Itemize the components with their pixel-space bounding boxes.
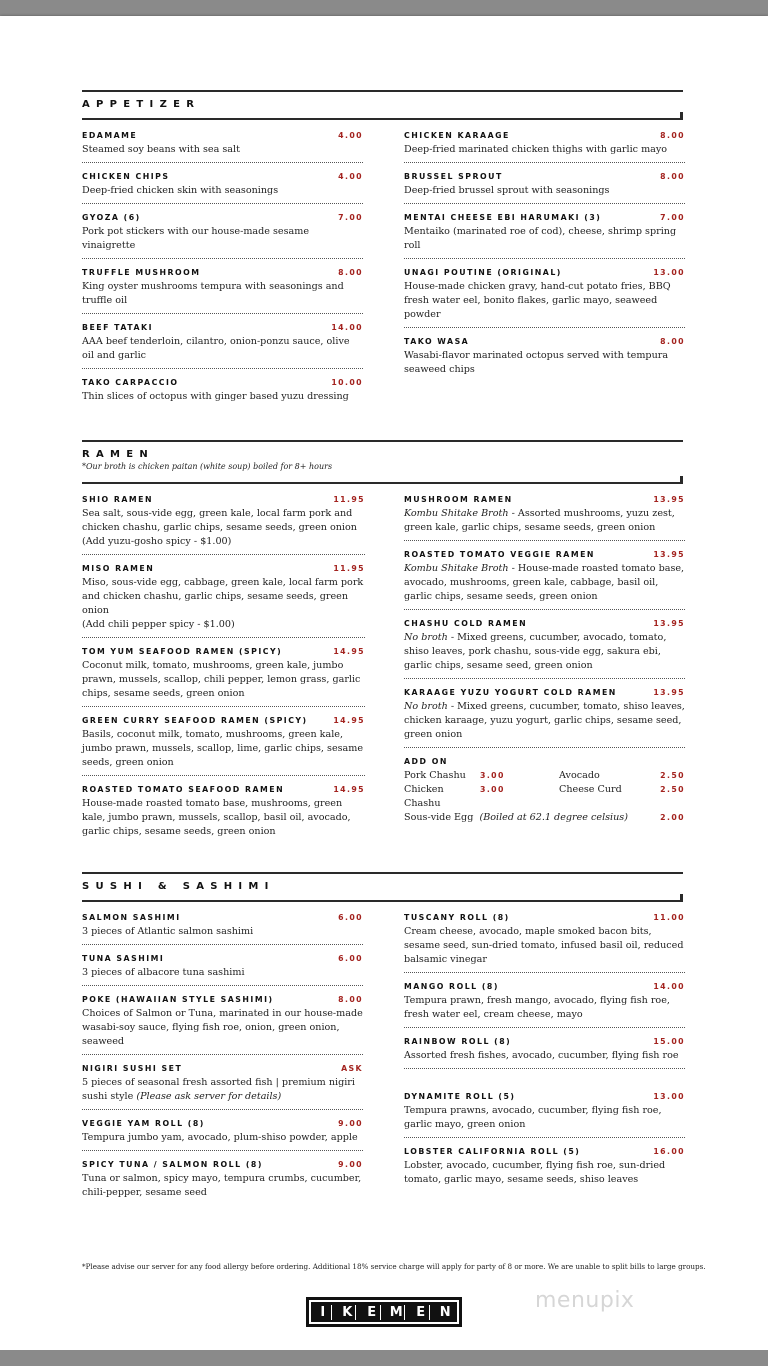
appetizer-left-column [82, 131, 363, 404]
item-name: BEEF TATAKI [82, 323, 153, 332]
menu-item [404, 268, 685, 328]
item-desc: Tempura prawn, fresh mango, avocado, flying fish roe, fresh water eel, cream cheese, mayo [404, 995, 670, 1020]
item-desc: Mentaiko (marinated roe of cod), cheese, shrimp spring roll [404, 226, 677, 251]
menu-item [404, 1092, 685, 1138]
item-price: 13.00 [653, 1092, 685, 1101]
item-price: 8.00 [338, 995, 363, 1004]
menu-item [404, 913, 685, 973]
item-name: NIGIRI SUSHI SET [82, 1064, 183, 1073]
section-rule [82, 872, 683, 874]
item-desc: Tuna or salmon, spicy mayo, tempura crumbs, cucumber, chili-pepper, sesame seed [82, 1173, 362, 1198]
menu-item [404, 172, 685, 204]
menu-item [82, 172, 363, 204]
menu-item [404, 131, 685, 163]
item-price: 13.95 [653, 550, 685, 559]
item-name: GREEN CURRY SEAFOOD RAMEN (SPICY) [82, 716, 308, 725]
section-rule [82, 90, 683, 92]
item-desc: Kombu Shitake Broth - Assorted mushrooms, yuzu zest, green kale, garlic chips, sesame seeds, green onion [404, 508, 675, 533]
item-name: BRUSSEL SPROUT [404, 172, 503, 181]
item-desc: Deep-fried chicken skin with seasonings [82, 185, 279, 196]
menu-item [82, 647, 365, 707]
add-on-block [404, 757, 685, 825]
item-desc: 3 pieces of albacore tuna sashimi [82, 967, 245, 978]
item-desc: Wasabi-flavor marinated octopus served with tempura seaweed chips [404, 350, 669, 375]
item-price: 6.00 [338, 954, 363, 963]
item-name: EDAMAME [82, 131, 138, 140]
item-name: RAINBOW ROLL (8) [404, 1037, 512, 1046]
section-rule [82, 440, 683, 442]
menu-item [404, 1147, 685, 1187]
item-price: 9.00 [338, 1160, 363, 1169]
item-price: 13.95 [653, 495, 685, 504]
menu-item [404, 688, 685, 748]
menu-item [82, 913, 363, 945]
broth-type: Kombu Shitake Broth [404, 563, 509, 574]
item-desc: AAA beef tenderloin, cilantro, onion-ponzu sauce, olive oil and garlic [82, 336, 350, 361]
menu-page [0, 16, 768, 1350]
ramen-right-column [404, 495, 685, 825]
menu-item [404, 337, 685, 377]
add-on-row: Pork Chashu 3.00 Avocado 2.50 [404, 770, 685, 781]
item-desc: 3 pieces of Atlantic salmon sashimi [82, 926, 254, 937]
item-name: TOM YUM SEAFOOD RAMEN (SPICY) [82, 647, 283, 656]
item-name: CHASHU COLD RAMEN [404, 619, 528, 628]
menu-item [82, 131, 363, 163]
menu-item [82, 785, 365, 839]
footnote: *Please advise our server for any food allergy before ordering. Additional 18% service charge will apply for party of 8 or more. We are unable to split bills to large groups. [82, 1262, 706, 1271]
broth-type: Kombu Shitake Broth [404, 508, 509, 519]
add-on-title: ADD ON [404, 757, 448, 766]
item-addon-note: (Add yuzu-gosho spicy - $1.00) [82, 536, 232, 547]
item-name: CHICKEN KARAAGE [404, 131, 510, 140]
item-price: 13.95 [653, 688, 685, 697]
menu-item [404, 550, 685, 610]
item-desc: Deep-fried marinated chicken thighs with garlic mayo [404, 144, 668, 155]
item-price: 14.95 [333, 716, 365, 725]
menu-item [82, 378, 363, 404]
item-name: ROASTED TOMATO VEGGIE RAMEN [404, 550, 595, 559]
item-name: UNAGI POUTINE (ORIGINAL) [404, 268, 562, 277]
broth-type: No broth [404, 632, 448, 643]
item-desc: Choices of Salmon or Tuna, marinated in our house-made wasabi-soy sauce, flying fish roe, onion, green onion, seaweed [82, 1008, 363, 1047]
item-name: KARAAGE YUZU YOGURT COLD RAMEN [404, 688, 617, 697]
menu-item [404, 213, 685, 259]
item-name: LOBSTER CALIFORNIA ROLL (5) [404, 1147, 581, 1156]
item-desc: 5 pieces of seasonal fresh assorted fish | premium nigiri sushi style (Please ask server for details) [82, 1077, 355, 1102]
item-desc: Coconut milk, tomato, mushrooms, green kale, jumbo prawn, mussels, scallop, chili pepper, lemon grass, garlic chips, sesame seeds, green onion [82, 660, 361, 699]
item-desc: Miso, sous-vide egg, cabbage, green kale, local farm pork and chicken chashu, garlic chips, sesame seeds, green onion [82, 577, 364, 616]
menu-item [82, 1160, 363, 1200]
item-price: 8.00 [660, 337, 685, 346]
item-price: 8.00 [660, 131, 685, 140]
item-name: CHICKEN CHIPS [82, 172, 170, 181]
menu-item [82, 716, 365, 776]
menu-item [82, 323, 363, 369]
appetizer-section [82, 90, 685, 402]
menu-item [82, 1064, 363, 1110]
item-name: SHIO RAMEN [82, 495, 154, 504]
menu-item [82, 1119, 363, 1151]
menu-item [82, 213, 363, 259]
item-price: 11.00 [653, 913, 685, 922]
item-name: TUSCANY ROLL (8) [404, 913, 510, 922]
item-desc: House-made roasted tomato base, mushrooms, green kale, jumbo prawn, mussels, scallop, basil oil, avocado, garlic chips, sesame seeds, green onion [82, 798, 351, 837]
menu-item [404, 982, 685, 1028]
item-price: 8.00 [338, 268, 363, 277]
section-underline [82, 482, 683, 484]
menu-item [82, 495, 365, 555]
item-price: 13.95 [653, 619, 685, 628]
item-price: 14.00 [331, 323, 363, 332]
sushi-section [82, 872, 685, 1198]
section-title: SUSHI & SASHIMI [82, 881, 275, 892]
item-price: 16.00 [653, 1147, 685, 1156]
item-desc: Pork pot stickers with our house-made sesame vinaigrette [82, 226, 310, 251]
item-name: TAKO CARPACCIO [82, 378, 179, 387]
item-addon-note: (Add chili pepper spicy - $1.00) [82, 619, 235, 630]
appetizer-right-column [404, 131, 685, 377]
item-desc: Steamed soy beans with sea salt [82, 144, 240, 155]
item-desc: No broth - Mixed greens, cucumber, avocado, tomato, shiso leaves, pork chashu, sous-vide egg, sakura ebi, garlic chips, sesame seed, green onion [404, 632, 667, 671]
item-desc: House-made chicken gravy, hand-cut potato fries, BBQ fresh water eel, bonito flakes, garlic mayo, seaweed powder [404, 281, 671, 320]
item-name: DYNAMITE ROLL (5) [404, 1092, 516, 1101]
item-name: VEGGIE YAM ROLL (8) [82, 1119, 205, 1128]
item-price: 7.00 [338, 213, 363, 222]
item-desc: Cream cheese, avocado, maple smoked bacon bits, sesame seed, sun-dried tomato, infused basil oil, reduced balsamic vinegar [404, 926, 684, 965]
item-price: 14.95 [333, 785, 365, 794]
item-desc: Thin slices of octopus with ginger based yuzu dressing [82, 391, 349, 402]
item-desc: Basils, coconut milk, tomato, mushrooms, green kale, jumbo prawn, mussels, scallop, lime, garlic chips, sesame seeds, green onion [82, 729, 364, 768]
item-desc: Assorted fresh fishes, avocado, cucumber, flying fish roe [404, 1050, 679, 1061]
section-underline [82, 118, 683, 120]
item-price: 15.00 [653, 1037, 685, 1046]
section-underline [82, 900, 683, 902]
menu-item [404, 619, 685, 679]
item-name: TRUFFLE MUSHROOM [82, 268, 201, 277]
broth-type: No broth [404, 701, 448, 712]
item-price: 10.00 [331, 378, 363, 387]
item-desc: Tempura prawns, avocado, cucumber, flying fish roe, garlic mayo, green onion [404, 1105, 662, 1130]
item-name: TUNA SASHIMI [82, 954, 165, 963]
item-name: GYOZA (6) [82, 213, 141, 222]
menu-item [82, 995, 363, 1055]
item-name: MISO RAMEN [82, 564, 155, 573]
item-name: MENTAI CHEESE EBI HARUMAKI (3) [404, 213, 602, 222]
item-name: SPICY TUNA / SALMON ROLL (8) [82, 1160, 263, 1169]
ikemen-logo: I K E M E N [306, 1297, 462, 1327]
add-on-row: Sous-vide Egg (Boiled at 62.1 degree celsius) 2.00 [404, 812, 685, 823]
bottom-bar [0, 1350, 768, 1366]
item-price: 14.00 [653, 982, 685, 991]
item-price: 4.00 [338, 131, 363, 140]
menu-item [404, 495, 685, 541]
section-title: APPETIZER [82, 99, 201, 110]
item-desc: Sea salt, sous-vide egg, green kale, local farm pork and chicken chashu, garlic chips, sesame seeds, green onion [82, 508, 357, 533]
section-title: RAMEN [82, 449, 155, 460]
item-desc: Deep-fried brussel sprout with seasonings [404, 185, 610, 196]
menupix-watermark: menupix [535, 1288, 635, 1313]
item-price: 6.00 [338, 913, 363, 922]
item-name: TAKO WASA [404, 337, 470, 346]
item-price: 14.95 [333, 647, 365, 656]
item-name: MANGO ROLL (8) [404, 982, 499, 991]
item-price: 4.00 [338, 172, 363, 181]
item-price: ASK [341, 1064, 363, 1073]
sushi-left-column [82, 913, 363, 1200]
menu-item [82, 564, 365, 638]
item-desc: Tempura jumbo yam, avocado, plum-shiso powder, apple [82, 1132, 358, 1143]
add-on-row: Chicken Chashu 3.00 Cheese Curd 2.50 [404, 784, 685, 809]
top-bar [0, 0, 768, 16]
item-price: 7.00 [660, 213, 685, 222]
sushi-right-column [404, 913, 685, 1187]
item-price: 13.00 [653, 268, 685, 277]
menu-item [82, 954, 363, 986]
item-name: POKE (HAWAIIAN STYLE SASHIMI) [82, 995, 274, 1004]
item-name: ROASTED TOMATO SEAFOOD RAMEN [82, 785, 285, 794]
item-price: 11.95 [333, 495, 365, 504]
menu-item [82, 268, 363, 314]
menu-item [404, 1037, 685, 1069]
item-price: 8.00 [660, 172, 685, 181]
item-price: 9.00 [338, 1119, 363, 1128]
ramen-section [82, 440, 685, 837]
item-name: MUSHROOM RAMEN [404, 495, 513, 504]
item-desc: Lobster, avocado, cucumber, flying fish roe, sun-dried tomato, garlic mayo, sesame seeds, shiso leaves [404, 1160, 666, 1185]
item-price: 11.95 [333, 564, 365, 573]
item-name: SALMON SASHIMI [82, 913, 181, 922]
item-desc: No broth - Mixed greens, cucumber, tomato, shiso leaves, chicken karaage, yuzu yogurt, garlic chips, sesame seed, green onion [404, 701, 685, 740]
item-desc: Kombu Shitake Broth - House-made roasted tomato base, avocado, mushrooms, green kale, cabbage, basil oil, garlic chips, sesame seeds, green onion [404, 563, 685, 602]
item-desc: King oyster mushrooms tempura with seasonings and truffle oil [82, 281, 344, 306]
ramen-left-column [82, 495, 365, 839]
section-note: *Our broth is chicken paitan (white soup) boiled for 8+ hours [82, 462, 333, 471]
